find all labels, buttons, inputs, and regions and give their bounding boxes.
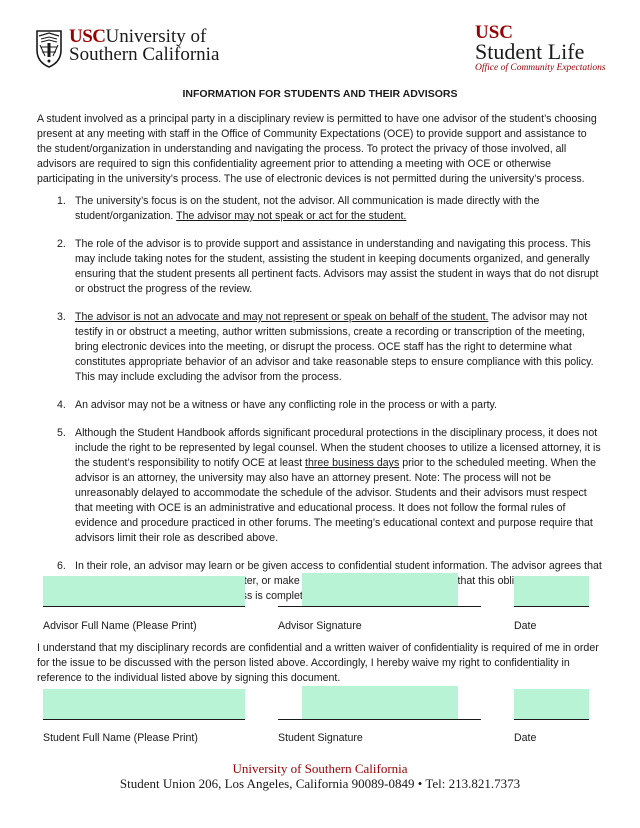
advisor-name-label: Advisor Full Name (Please Print) bbox=[43, 620, 197, 632]
student-life-name: Student Life bbox=[475, 39, 585, 64]
student-signature-label: Student Signature bbox=[278, 732, 363, 744]
list-item bbox=[37, 310, 603, 385]
intro-paragraph: A student involved as a principal party in a disciplinary review is permitted to have one advisor of the student’s choosing present at any meeting with staff in the Office of Community Expectations (OCE) to provide support and assistance to the student/organization in understanding and navigating the process. To protect the privacy of those involved, all advisors are required to sign this confidentiality agreement prior to attending a meeting with OCE or otherwise participating in the university’s process. The use of electronic devices is not permitted during the university’s process. bbox=[37, 113, 597, 185]
student-date-line bbox=[514, 719, 589, 720]
point-underlined-text: three business days bbox=[305, 457, 400, 469]
student-name-line bbox=[43, 719, 245, 720]
list-item bbox=[37, 237, 603, 297]
point-number: 5. bbox=[57, 427, 66, 439]
usc-abbr: USC bbox=[69, 26, 106, 47]
letterhead bbox=[0, 0, 640, 90]
student-name-field[interactable] bbox=[43, 689, 245, 719]
advisor-signature-line bbox=[278, 606, 481, 607]
usc-name-line2: Southern California bbox=[69, 44, 220, 65]
document-title: INFORMATION FOR STUDENTS AND THEIR ADVISORS bbox=[182, 88, 458, 100]
point-text: prior to the scheduled meeting. When the advisor is an attorney, the university may also have an attorney present. Note: The process will not be unreasonably delayed to accommodate the schedule of the advisor. Students and their advisors must respect that meeting with OCE is an administrative and educational process. It does not follow the formal rules of evidence and procedure practiced in other forums. The meeting’s educational context and purpose require that advisors limit their role as described above. bbox=[75, 457, 596, 544]
list-item bbox=[37, 426, 603, 546]
point-number: 3. bbox=[57, 311, 66, 323]
point-underlined-text: The advisor may not speak or act for the student. bbox=[176, 210, 407, 222]
advisor-date-line bbox=[514, 606, 589, 607]
advisor-name-field[interactable] bbox=[43, 576, 245, 606]
student-date-label: Date bbox=[514, 732, 537, 744]
student-date-field[interactable] bbox=[514, 689, 589, 719]
point-number: 1. bbox=[57, 195, 66, 207]
student-signature-line bbox=[278, 719, 481, 720]
student-life-abbr: USC bbox=[475, 22, 514, 43]
point-text: The university’s focus is on the student, not the advisor. All communication is made directly with the student/organization. bbox=[75, 195, 540, 222]
usc-logo bbox=[34, 28, 219, 68]
point-text: An advisor may not be a witness or have any conflicting role in the process or with a party. bbox=[75, 399, 497, 411]
usc-name-line1: University of bbox=[105, 26, 207, 47]
point-text: In their role, an advisor may learn or be given access to confidential student information. The advisor agrees that alter, or make that this is completed. bbox=[75, 560, 602, 602]
policy-points-list bbox=[37, 194, 603, 617]
advisor-name-line bbox=[43, 606, 245, 607]
list-item bbox=[37, 194, 603, 224]
point-number: 4. bbox=[57, 399, 66, 411]
student-name-label: Student Full Name (Please Print) bbox=[43, 732, 198, 744]
list-item bbox=[37, 398, 603, 413]
usc-wordmark bbox=[69, 28, 219, 64]
advisor-date-field[interactable] bbox=[514, 576, 589, 606]
point-text: The advisor may not testify in or obstruct a meeting, author written submissions, create a recording or transcription of the meeting, bring electronic devices into the meeting, or disrupt the process. OCE staff has the right to determine what constitutes appropriate behavior of an advisor and take reasonable steps to ensure compliance with this policy. This may include excluding the advisor from the process. bbox=[75, 311, 594, 383]
advisor-date-label: Date bbox=[514, 620, 537, 632]
student-life-logo bbox=[475, 24, 606, 74]
advisor-signature-label: Advisor Signature bbox=[278, 620, 362, 632]
point-text: The role of the advisor is to provide support and assistance in understanding and navigating this process. This may include taking notes for the student, assisting the student in keeping documents organized, and generally ensuring that the student presents all pertinent facts. Advisors may assist the student in ways that do not disrupt or obstruct the progress of the review. bbox=[75, 238, 599, 295]
point-number: 6. bbox=[57, 560, 66, 572]
point-text: Although the Student Handbook affords significant procedural protections in the disciplinary process, it does not include the right to be represented by legal counsel. When the student chooses to utilize a licensed attorney, it is the student’s responsibility to notify OCE at least bbox=[75, 427, 601, 469]
student-signature-field[interactable] bbox=[302, 686, 458, 719]
point-underlined-text: The advisor is not an advocate and may not represent or speak on behalf of the student. bbox=[75, 311, 489, 323]
footer-address: Student Union 206, Los Angeles, California 90089-0849 • Tel: 213.821.7373 bbox=[119, 776, 521, 791]
footer-university: University of Southern California bbox=[232, 761, 408, 776]
usc-seal-icon bbox=[34, 28, 64, 68]
advisor-signature-field[interactable] bbox=[302, 573, 458, 606]
student-life-office: Office of Community Expectations bbox=[475, 63, 606, 73]
waiver-paragraph: I understand that my disciplinary records are confidential and a written waiver of confidentiality is required of me in order for the issue to be discussed with the person listed above. Accordingly, I hereby waive my right to confidentiality in reference to the individual listed above by signing this document. bbox=[37, 642, 599, 684]
point-number: 2. bbox=[57, 238, 66, 250]
